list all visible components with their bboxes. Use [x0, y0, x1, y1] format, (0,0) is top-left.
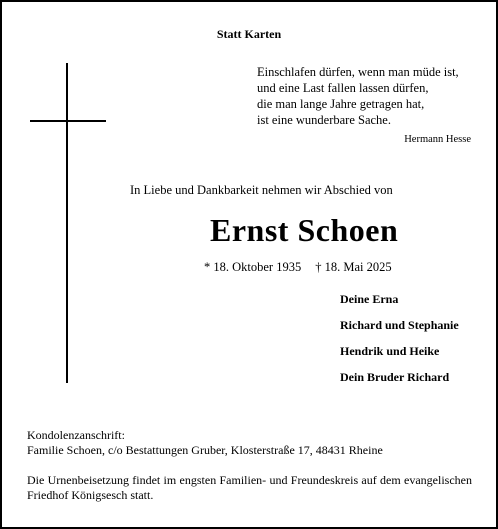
- poem-line: und eine Last fallen lassen dürfen,: [257, 81, 429, 95]
- poem-author: Hermann Hesse: [404, 134, 471, 145]
- birth-date: * 18. Oktober 1935: [204, 260, 302, 274]
- cross-horizontal-bar: [30, 120, 106, 122]
- condolence-address-line: Familie Schoen, c/o Bestattungen Gruber, Klosterstraße 17, 48431 Rheine: [27, 443, 383, 457]
- condolence-address: [27, 428, 383, 458]
- mourner: Richard und Stephanie: [340, 318, 459, 332]
- poem-line: die man lange Jahre getragen hat,: [257, 97, 425, 111]
- poem-line: Einschlafen dürfen, wenn man müde ist,: [257, 65, 459, 79]
- poem-line: ist eine wunderbare Sache.: [257, 113, 391, 127]
- deceased-name: Ernst Schoen: [210, 212, 399, 248]
- mourners-list: [340, 292, 459, 396]
- death-date: † 18. Mai 2025: [315, 260, 392, 274]
- poem: [257, 64, 459, 128]
- intro-text: In Liebe und Dankbarkeit nehmen wir Abschied von: [130, 183, 393, 197]
- mourner: Dein Bruder Richard: [340, 370, 450, 384]
- condolence-label: Kondolenzanschrift:: [27, 428, 125, 442]
- burial-notice: Die Urnenbeisetzung findet im engsten Familien- und Freundeskreis auf dem evangelischen Friedhof Königsesch statt.: [27, 473, 472, 502]
- mourner: Deine Erna: [340, 292, 399, 306]
- life-dates: [204, 260, 406, 275]
- cross-vertical-bar: [66, 63, 68, 383]
- mourner: Hendrik und Heike: [340, 344, 440, 358]
- heading: Statt Karten: [216, 27, 282, 41]
